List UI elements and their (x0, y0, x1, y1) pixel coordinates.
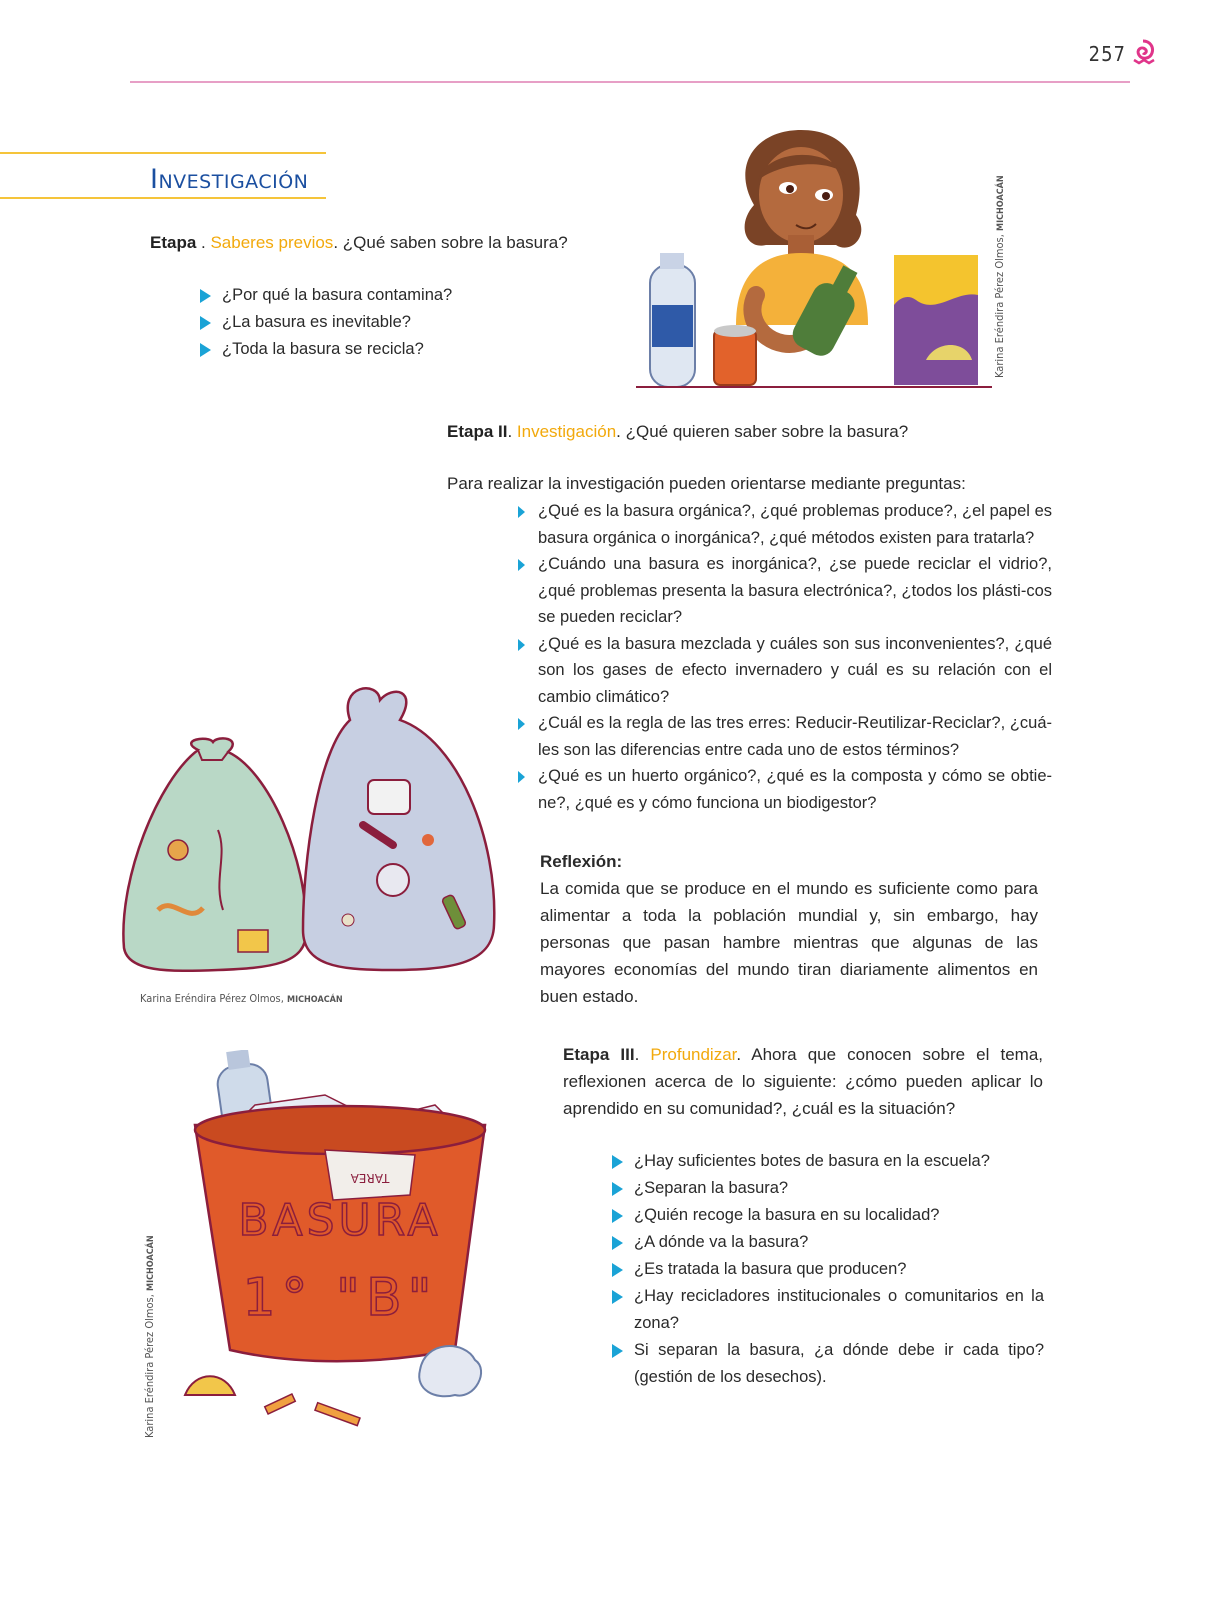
stage2-intro: Para realizar la investigación pueden orientarse mediante preguntas: (447, 474, 966, 493)
list-item (518, 763, 1052, 816)
list-item (518, 631, 1052, 711)
list-item-text: ¿Es tratada la basura que producen? (634, 1260, 907, 1278)
credit-girl-illustration (993, 175, 1006, 378)
credit-bin-illustration (143, 1235, 156, 1438)
stage3-heading (563, 1041, 1043, 1122)
list-item (612, 1256, 1044, 1283)
title-rule-bottom (0, 197, 326, 199)
bullet-triangle-icon (612, 1290, 623, 1304)
stage2-question-list (518, 498, 1052, 816)
list-item (518, 551, 1052, 631)
stage3-separator: . (634, 1045, 651, 1064)
credit-place: MICHOACÁN (146, 1235, 156, 1291)
list-item (518, 710, 1052, 763)
stage2-highlight: Investigación (516, 422, 617, 441)
list-item-text: ¿Toda la basura se recicla? (222, 340, 424, 358)
bullet-triangle-icon (612, 1155, 623, 1169)
list-item (612, 1148, 1044, 1175)
page-number: 257 (1088, 42, 1126, 66)
list-item (612, 1175, 1044, 1202)
note-label: TAREA (350, 1171, 390, 1185)
stage2-question: . ¿Qué quieren saber sobre la basura? (616, 422, 909, 441)
reflection-title: Reflexión: (540, 852, 623, 871)
stage2-separator: . (507, 422, 517, 441)
list-item-text: ¿La basura es inevitable? (222, 313, 411, 331)
list-item-text: ¿Hay suficientes botes de basura en la escuela? (634, 1152, 990, 1170)
list-item-text: ¿Separan la basura? (634, 1179, 789, 1197)
list-item-text: ¿Qué es la basura mezclada y cuáles son sus inconvenientes?, ¿qué son los gases de efecto invernadero y cuál es su relación con el cambio climático? (538, 634, 1052, 706)
bullet-triangle-icon (200, 343, 211, 357)
list-item-text: ¿A dónde va la basura? (634, 1233, 809, 1251)
title-rule-top (0, 152, 326, 154)
bullet-triangle-icon (518, 506, 525, 518)
bullet-triangle-icon (612, 1182, 623, 1196)
list-item (200, 309, 540, 336)
bullet-triangle-icon (612, 1263, 623, 1277)
bin-label-line1: BASURA (238, 1195, 442, 1246)
list-item-text: ¿Por qué la basura contamina? (222, 286, 453, 304)
stage2-heading (447, 418, 908, 445)
bullet-triangle-icon (200, 316, 211, 330)
credit-place: MICHOACÁN (287, 995, 343, 1005)
stage2-label: Etapa II (447, 422, 508, 441)
list-item-text: ¿Qué es la basura orgánica?, ¿qué problemas produce?, ¿el papel es basura orgánica o inorgánica?, ¿qué métodos existen para tratarla? (538, 502, 1052, 547)
garbage-bags-illustration (118, 680, 498, 980)
stage3-label: Etapa III (563, 1045, 635, 1064)
stage3-text: . Ahora que conocen sobre el tema, reflexionen acerca de lo siguiente: ¿cómo pueden aplicar lo aprendido en su comunidad?, ¿cuál es la situación? (563, 1045, 1044, 1118)
trash-bin-illustration (175, 1050, 505, 1430)
bullet-triangle-icon (200, 289, 211, 303)
list-item (200, 336, 540, 363)
credit-name: Karina Eréndira Pérez Olmos, (993, 234, 1006, 378)
stage1-highlight: Saberes previos (210, 233, 334, 252)
reflection-box (540, 848, 1038, 1010)
header-rule (130, 81, 1130, 83)
reflection-text: La comida que se produce en el mundo es suficiente como para alimentar a toda la población mundial y, sin embargo, hay personas que pasan hambre mientras que algunas de las mayores economías del mundo tiran diariamente alimentos en buen estado. (540, 879, 1038, 1006)
list-item-text: ¿Cuándo una basura es inorgánica?, ¿se puede reciclar el vidrio?, ¿qué problemas presenta la basura electrónica?, ¿todos los plásti-cos se pueden reciclar? (538, 555, 1052, 626)
bullet-triangle-icon (612, 1236, 623, 1250)
stage1-question-list (200, 282, 540, 363)
list-item-text: Si separan la basura, ¿a dónde debe ir cada tipo? (gestión de los desechos). (634, 1341, 1044, 1386)
stage1-separator: . (196, 233, 211, 252)
list-item-text: ¿Hay recicladores institucionales o comunitarios en la zona? (634, 1287, 1044, 1332)
spiral-ornament-icon (1130, 38, 1156, 71)
girl-recycling-illustration (636, 125, 992, 395)
list-item-text: ¿Qué es un huerto orgánico?, ¿qué es la composta y cómo se obtie-ne?, ¿qué es y cómo funciona un biodigestor? (538, 767, 1052, 812)
bin-label-line2: 1° "B" (242, 1268, 438, 1328)
stage3-question-list (612, 1148, 1044, 1391)
credit-place: MICHOACÁN (996, 175, 1006, 231)
stage3-highlight: Profundizar (650, 1045, 737, 1064)
bullet-triangle-icon (518, 771, 525, 783)
credit-name: Karina Eréndira Pérez Olmos, (143, 1294, 156, 1438)
list-item (612, 1229, 1044, 1256)
bullet-triangle-icon (518, 639, 525, 651)
list-item (518, 498, 1052, 551)
list-item (200, 282, 540, 309)
bullet-triangle-icon (612, 1344, 623, 1358)
bullet-triangle-icon (612, 1209, 623, 1223)
bullet-triangle-icon (518, 559, 525, 571)
list-item-text: ¿Cuál es la regla de las tres erres: Reducir-Reutilizar-Reciclar?, ¿cuá-les son las diferencias entre cada uno de estos términos? (538, 714, 1052, 759)
list-item (612, 1283, 1044, 1337)
stage1-heading (150, 229, 568, 256)
section-title: Investigación (150, 164, 309, 195)
credit-bags-illustration (140, 992, 343, 1005)
list-item (612, 1337, 1044, 1391)
stage1-question: . ¿Qué saben sobre la basura? (333, 233, 568, 252)
stage1-label: Etapa (150, 233, 197, 252)
list-item-text: ¿Quién recoge la basura en su localidad? (634, 1206, 940, 1224)
bullet-triangle-icon (518, 718, 525, 730)
credit-name: Karina Eréndira Pérez Olmos, (140, 992, 284, 1005)
list-item (612, 1202, 1044, 1229)
